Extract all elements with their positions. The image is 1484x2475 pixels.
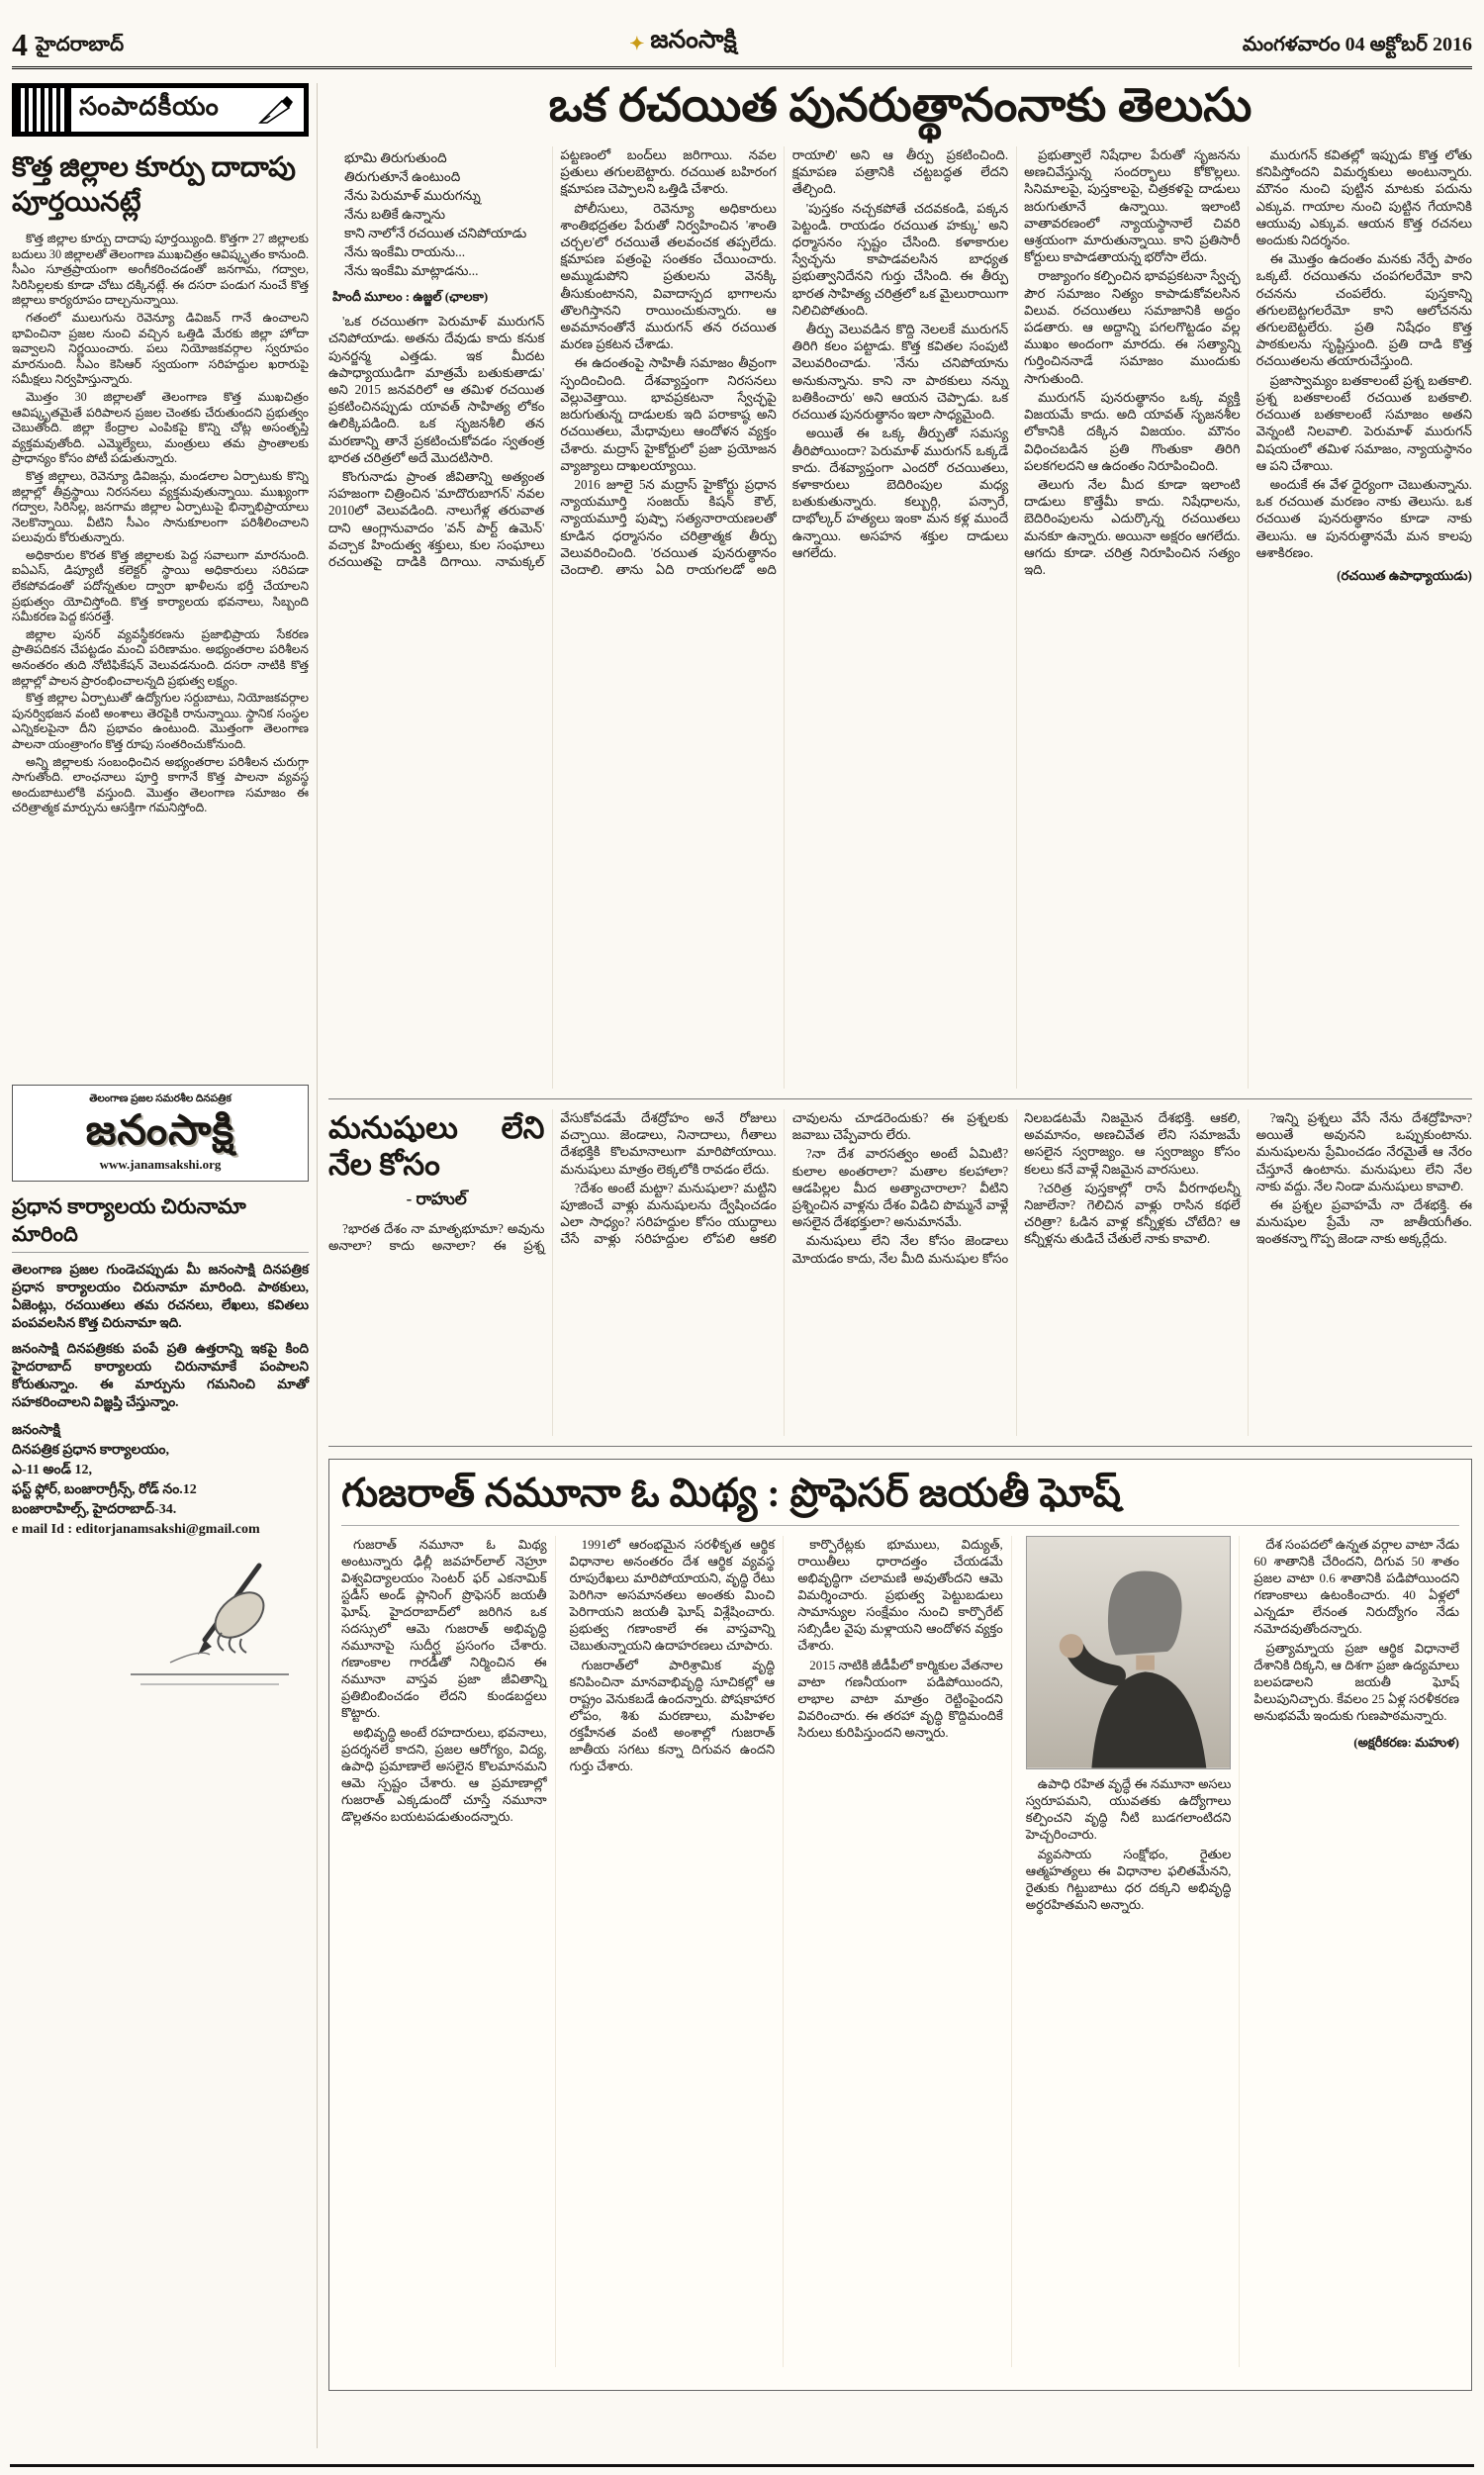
address-line: ఫస్ట్ ఫ్లోర్, బంజారాగ్రీన్స్, రోడ్ నం.12 xyxy=(12,1481,197,1497)
poem-line: నేను బతికే ఉన్నాను xyxy=(344,207,445,223)
main-article-paragraph: ప్రభుత్వాలే నిషేధాల పేరుతో సృజనను అణచివేస్తున్న సందర్భాలు కోకొల్లలు. సినిమాలపై, పుస్తకాలపై, చిత్రకళపై దాడులు జరుగుతూనే ఉన్నాయి. ఇలాంటి వాతావరణంలో న్యాయస్థానాలే చివరి ఆశ్రయంగా మారుతున్నాయి. కాని ప్రతిసారీ కోర్టులు కాపాడతాయన్న భరోసా లేదు. xyxy=(1024,147,1241,265)
editorial-headline: కొత్త జిల్లాల కూర్పు దాదాపు పూర్తయినట్లే xyxy=(12,152,296,218)
poem-line: తిరుగుతూనే ఉంటుంది xyxy=(344,169,461,185)
issue-date: మంగళవారం 04 అక్టోబర్ 2016 xyxy=(1242,34,1472,55)
address-lines xyxy=(12,1421,309,1540)
editorial-paragraph: గతంలో ములుగును రెవెన్యూ డివిజన్ గానే ఉంచాలని భావించినా ప్రజల నుంచి వచ్చిన ఒత్తిడి మేరకు జిల్లా హోదా ఇవ్వాలని నిర్ణయించారు. పలు నియోజకవర్గాల స్వరూపం మారనుంది. సీఎం కెసిఆర్ స్వయంగా సరిహద్దుల ఖరారుపై సమీక్షలు నిర్వహిస్తున్నారు. xyxy=(12,310,309,387)
bottom-article-column-5 xyxy=(1253,1536,1459,2367)
main-article-columns xyxy=(328,146,1472,1089)
logo-tagline: తెలంగాణ ప్రజల సమరశీల దినపత్రిక xyxy=(89,1094,232,1104)
hand-writing-illustration xyxy=(111,1546,309,1694)
bottom-article xyxy=(328,1459,1472,2391)
main-article-paragraph: ప్రజాస్వామ్యం బతకాలంటే ప్రశ్న బతకాలి. ప్రశ్న బతకాలంటే రచయిత బతకాలి. రచయిత బతకాలంటే సమాజం అతని వెన్నంటి నిలవాలి. పెరుమాళ్ మురుగన్ విషయంలో తమిళ సమాజం, న్యాయస్థానం ఆ పని చేశాయి. xyxy=(1255,372,1472,473)
edition-city: హైదరాబాద్ xyxy=(36,34,125,55)
main-article-paragraph: అందుకే ఈ వేళ ధైర్యంగా చెబుతున్నాను. ఒక రచయిత మరణం నాకు తెలుసు. ఒక రచయిత పునరుత్థానం కూడా నాకు తెలుసు. ఆ పునరుత్థానమే మన కాలపు ఆశాకిరణం. xyxy=(1255,476,1472,560)
poem-source: హిందీ మూలం : ఉజ్జల్ (ఛాలకా) xyxy=(332,289,489,305)
main-article-paragraph: ఈ ఉదంతంపై సాహితీ సమాజం తీవ్రంగా స్పందించింది. దేశవ్యాప్తంగా నిరసనలు వెల్లువెత్తాయి. భావప్రకటనా స్వేచ్ఛపై జరుగుతున్న దాడులకు ఇది పరాకాష్ఠ అని రచయితలు, మేధావులు ఆందోళన వ్యక్తం చేశారు. మద్రాస్ హైకోర్టులో ప్రజా ప్రయోజన వ్యాజ్యాలు దాఖలయ్యాయి. xyxy=(560,355,777,473)
main-article-headline: ఒక రచయిత పునరుత్థానంనాకు తెలుసు xyxy=(548,80,1252,132)
poem-line: కాని నాలోనే రచయిత చనిపోయాడు xyxy=(344,226,527,241)
bottom-article-paragraph: ఉపాధి రహిత వృద్ధే ఈ నమూనా అసలు స్వరూపమని, యువతకు ఉద్యోగాలు కల్పించని వృద్ధి నీటి బుడగలాంటిదని హెచ్చరించారు. xyxy=(1025,1775,1232,1842)
masthead-title: జనంసాక్షి xyxy=(650,27,737,53)
editorial-paragraph: అన్ని జిల్లాలకు సంబంధించిన అభ్యంతరాల పరిశీలన చురుగ్గా సాగుతోంది. లాంఛనాలు పూర్తి కాగానే కొత్త పాలనా వ్యవస్థ అందుబాటులోకి వస్తుంది. మొత్తం తెలంగాణ సమాజం ఈ చరిత్రాత్మక మార్పును ఆసక్తిగా గమనిస్తోంది. xyxy=(12,754,309,815)
main-article-paragraph: 'పుస్తకం నచ్చకపోతే చదవకండి, పక్కన పెట్టండి. రాయడం రచయిత హక్కు' అని ధర్మాసనం స్పష్టం చేసింది. కళాకారుల స్వేచ్ఛను కాపాడవలసిన బాధ్యత ప్రభుత్వానిదేనని గుర్తు చేసింది. ఈ తీర్పు భారత సాహిత్య చరిత్రలో ఒక మైలురాయిగా నిలిచిపోతుంది. xyxy=(791,200,1009,318)
bottom-article-paragraph: ప్రత్యామ్నాయ ప్రజా ఆర్థిక విధానాలే దేశానికి దిక్కని, ఆ దిశగా ప్రజా ఉద్యమాలు బలపడాలని జయతీ ఘోష్ పిలుపునిచ్చారు. కేవలం 25 ఏళ్ల సరళీకరణ అనుభవమే ఇందుకు గుణపాఠమన్నారు. xyxy=(1253,1641,1459,1724)
main-article xyxy=(328,79,1472,1089)
middle-article-paragraph: ?ఇన్ని ప్రశ్నలు వేసే నేను దేశద్రోహినా? అయితే అవునని ఒప్పుకుంటాను. మనుషులను ప్రేమించడం నేరమైతే ఆ నేరం చేస్తూనే ఉంటాను. మనుషులు లేని నేల నాకు వద్దు. నేల నిండా మనుషులు కావాలి. xyxy=(1255,1110,1472,1193)
main-article-paragraph: 2016 జూలై 5న మద్రాస్ హైకోర్టు ప్రధాన న్యాయమూర్తి సంజయ్ కిషన్ కౌల్, న్యాయమూర్తి పుష్పా సత్యనారాయణలతో కూడిన ధర్మాసనం చరిత్రాత్మక తీర్పు వెలువరించింది. 'రచయిత పునరుత్థానం చెందాలి. తాను ఏది రాయగలడో అది రాయాలి' అని ఆ తీర్పు ప్రకటించింది. క్షమాపణ పత్రానికి చట్టబద్ధత లేదని తేల్చింది. xyxy=(560,147,1009,577)
bottom-article-credit: (అక్షరీకరణ: మహుళ) xyxy=(1353,1735,1459,1751)
bottom-article-paragraph: కార్పొరేట్లకు భూములు, విద్యుత్, రాయితీలు ధారాదత్తం చేయడమే అభివృద్ధిగా చలామణి అవుతోందని ఆమె విమర్శించారు. ప్రభుత్వ పెట్టుబడులు సామాన్యుల సంక్షేమం నుంచి కార్పొరేట్ సబ్సిడీల వైపు మళ్లాయని ఆందోళన వ్యక్తం చేశారు. xyxy=(797,1537,1003,1654)
main-article-paragraph: రాజ్యాంగం కల్పించిన భావప్రకటనా స్వేచ్ఛ పౌర సమాజం నిత్యం కాపాడుకోవలసిన విలువ. రచయితలు సమాజానికి అద్దం పడతారు. ఆ అద్దాన్ని పగలగొట్టడం వల్ల ముఖం అందంగా మారదు. ఈ సత్యాన్ని గుర్తించిననాడే సమాజం ముందుకు సాగుతుంది. xyxy=(1024,268,1241,386)
editorial-paragraph: మొత్తం 30 జిల్లాలతో తెలంగాణ కొత్త ముఖచిత్రం ఆవిష్కృతమైతే పరిపాలన ప్రజల చెంతకు చేరుతుందని ప్రభుత్వం చెబుతోంది. జిల్లా కేంద్రాల ఎంపికపై కొన్ని చోట్ల అసంతృప్తి వ్యక్తమవుతోంది. ఎమ్మెల్యేలు, మంత్రులు తమ ప్రాంతాలకు ప్రాధాన్యం కోసం పోటీ పడుతున్నారు. xyxy=(12,389,309,466)
editorial-paragraph: కొత్త జిల్లాలు, రెవెన్యూ డివిజన్లు, మండలాల ఏర్పాటుకు కొన్ని జిల్లాల్లో తీవ్రస్థాయి నిరసనలు వ్యక్తమవుతున్నాయి. ముఖ్యంగా గద్వాల, సిరిసిల్ల, జనగామ జిల్లాల ఏర్పాటుపై భిన్నాభిప్రాయాలు నెలకొన్నాయి. వీటిని సీఎం సానుకూలంగా పరిశీలించాలని పలువురు కోరుతున్నారు. xyxy=(12,468,309,545)
bottom-article-paragraph: 1991లో ఆరంభమైన సరళీకృత ఆర్థిక విధానాల అనంతరం దేశ ఆర్థిక వ్యవస్థ రూపురేఖలు మారిపోయాయని, వృద్ధి రేటు పెరిగినా అసమానతలు అంతకు మించి పెరిగాయని జయతీ ఘోష్ విశ్లేషించారు. ప్రభుత్వ గణాంకాలే ఈ వాస్తవాన్ని చెబుతున్నాయని ఉదాహరణలు చూపారు. xyxy=(569,1537,776,1654)
article-poem xyxy=(344,148,544,280)
main-article-paragraph: పోలీసులు, రెవెన్యూ అధికారులు శాంతిభద్రతల పేరుతో నిర్వహించిన 'శాంతి చర్చల'లో రచయితే తలవంచక తప్పలేదు. క్షమాపణ పత్రంపై సంతకం చేయించారు. అమ్ముడుపోని ప్రతులను వెనక్కి తీసుకుంటానని, వివాదాస్పద భాగాలను తొలగిస్తానని రాయించుకున్నారు. ఆ అవమానంతోనే మురుగన్ తన రచయిత మరణ ప్రకటన చేశాడు. xyxy=(560,200,777,352)
masthead-flame-icon: ✦ xyxy=(629,33,645,53)
editorial-body xyxy=(12,232,309,1075)
bottom-article-paragraph: 2015 నాటికి జీడీపీలో కార్మికుల వేతనాల వాటా గణనీయంగా పడిపోయిందని, లాభాల వాటా మాత్రం రెట్టింపైందని వివరించారు. ఈ తరహా వృద్ధి కొద్దిమందికే సిరులు కురిపిస్తుందని అన్నారు. xyxy=(797,1658,1003,1741)
editorial-column xyxy=(12,83,309,1694)
main-article-credit: (రచయిత ఉపాధ్యాయుడు) xyxy=(1337,567,1472,583)
page-bottom-rule xyxy=(10,2464,1474,2467)
poem-line: భూమి తిరుగుతుంది xyxy=(344,150,447,166)
address-line: ఎ-11 అండ్ 12, xyxy=(12,1462,93,1477)
middle-article-paragraph: ?నా దేశ వారసత్వం అంటే ఏమిటి? కులాల అంతరాలా? మతాల కలహాలా? ఆడపిల్లల మీద అత్యాచారాలా? వీటిని ప్రశ్నించిన వాళ్లను దేశం విడిచి పొమ్మనే వాళ్లే అసలైన దేశభక్తులా? అనుమానమే. xyxy=(791,1146,1009,1230)
bottom-article-paragraph: దేశ సంపదలో ఉన్నత వర్గాల వాటా నేడు 60 శాతానికి చేరిందని, దిగువ 50 శాతం ప్రజల వాటా 0.6 శాతానికి పడిపోయిందని గణాంకాలు ఉటంకించారు. 40 ఏళ్లలో ఎన్నడూ లేనంత నిరుద్యోగం నేడు నమోదవుతోందన్నారు. xyxy=(1253,1537,1459,1637)
middle-article-paragraph: ?దేశం అంటే మట్టా? మనుషులా? మట్టిని పూజించే వాళ్లు మనుషులను ద్వేషించడం ఎలా సాధ్యం? సరిహద్దుల కోసం యుద్ధాలు చేసే వాళ్లు సరిహద్దుల లోపలి ఆకలి చావులను చూడరెందుకు? ఈ ప్రశ్నలకు జవాబు చెప్పేవారు లేరు. xyxy=(560,1110,1009,1247)
editorial-paragraph: కొత్త జిల్లాల కూర్పు దాదాపు పూర్తయ్యింది. కొత్తగా 27 జిల్లాలకు బదులు 30 జిల్లాలతో తెలంగాణ ముఖచిత్రం ఆవిష్కృతం కానుంది. సీఎం సూత్రప్రాయంగా అంగీకరించడంతో జనగామ, గద్వాల, సిరిసిల్లలకు కూడా చోటు దక్కినట్లే. ఈ దసరా పండుగ నుంచే కొత్త జిల్లాలు కార్యరూపం దాల్చనున్నాయి. xyxy=(12,232,309,308)
janamsakshi-logo: జనంసాక్షి xyxy=(85,1108,235,1154)
bottom-article-paragraph: అభివృద్ధి అంటే రహదారులు, భవనాలు, ప్రదర్శనలే కాదని, ప్రజల ఆరోగ్యం, విద్య, ఉపాధి ప్రమాణాలే అసలైన కొలమానమని ఆమె స్పష్టం చేశారు. ఆ ప్రమాణాల్లో గుజరాత్ ఎక్కడుందో చూస్తే నమూనా డొల్లతనం బయటపడుతుందన్నారు. xyxy=(341,1725,547,1825)
poem-line: నేను పెరుమాళ్ మురుగన్ను xyxy=(344,188,481,204)
bottom-article-column-4 xyxy=(1026,1536,1241,2367)
website-url: www.janamsakshi.org xyxy=(99,1157,222,1173)
main-article-paragraph: మురుగన్ పునరుత్థానం ఒక్క వ్యక్తి విజయమే కాదు. అది యావత్ సృజనశీల లోకానికి దక్కిన విజయం. మౌనం విధించబడిన ప్రతి గొంతుకా తిరిగి పలకగలదని ఆ ఉదంతం నిరూపించింది. xyxy=(1024,389,1241,473)
address-line: బంజారాహిల్స్, హైదరాబాద్-34. xyxy=(12,1501,177,1517)
middle-article-paragraph: ఈ ప్రశ్నల ప్రవాహమే నా దేశభక్తి. ఈ మనుషుల ప్రేమే నా జాతీయగీతం. ఇంతకన్నా గొప్ప జెండా నాకు అక్కర్లేదు. xyxy=(1255,1197,1472,1247)
bottom-article-paragraph: వ్యవసాయ సంక్షోభం, రైతుల ఆత్మహత్యలు ఈ విధానాల ఫలితమేనని, రైతుకు గిట్టుబాటు ధర దక్కని అభివృద్ధి అర్థరహితమని అన్నారు. xyxy=(1025,1846,1232,1912)
pen-icon xyxy=(256,93,296,127)
editorial-paragraph: అధికారుల కొరత కొత్త జిల్లాలకు పెద్ద సవాలుగా మారనుంది. ఐఏఎస్, డిప్యూటీ కలెక్టర్ స్థాయి అధికారులు సరిపడా లేకపోవడంతో పదోన్నతుల ద్వారా ఖాళీలను భర్తీ చేయాలని ప్రభుత్వం యోచిస్తోంది. కొత్త కార్యాలయ భవనాలు, సిబ్బంది సమీకరణ పెద్ద కసరత్తే. xyxy=(12,547,309,624)
editorial-paragraph: కొత్త జిల్లాల ఏర్పాటుతో ఉద్యోగుల సర్దుబాటు, నియోజకవర్గాల పునర్విభజన వంటి అంశాలు తెరపైకి రానున్నాయి. స్థానిక సంస్థల ఎన్నికలపైనా దీని ప్రభావం ఉంటుంది. మొత్తంగా తెలంగాణ పాలనా యంత్రాంగం కొత్త రూపు సంతరించుకోనుంది. xyxy=(12,691,309,751)
poem-line: నేను ఇంకేమి రాయను... xyxy=(344,244,466,260)
editorial-stripes-decoration xyxy=(17,88,68,132)
janamsakshi-logo-box xyxy=(12,1085,309,1182)
jayati-ghosh-photo xyxy=(1026,1536,1232,1769)
address-line: దినపత్రిక ప్రధాన కార్యాలయం, xyxy=(12,1442,170,1458)
middle-article xyxy=(328,1098,1472,1447)
address-notice xyxy=(12,1193,309,1694)
address-paragraph: తెలంగాణ ప్రజల గుండెచప్పుడు మీ జనంసాక్షి దినపత్రిక ప్రధాన కార్యాలయం చిరునామా మారింది. పాఠకులు, ఏజెంట్లు, రచయితలు తమ రచనలు, లేఖలు, కవితలు పంపవలసిన కొత్త చిరునామా ఇది. xyxy=(12,1261,309,1330)
middle-article-paragraph: ?చరిత్ర పుస్తకాల్లో రాసే వీరగాథలన్నీ నిజాలేనా? గెలిచిన వాళ్లు రాసిన కథలే చరిత్రా? ఓడిన వాళ్ల కన్నీళ్లకు చోటేది? ఆ కన్నీళ్లను తుడిచే చేతులే నాకు కావాలి. xyxy=(1024,1180,1241,1247)
address-heading: ప్రధాన కార్యాలయ చిరునామా మారింది xyxy=(12,1193,309,1253)
bottom-article-paragraph: గుజరాత్‌లో పారిశ్రామిక వృద్ధి కనిపించినా మానవాభివృద్ధి సూచికల్లో ఆ రాష్ట్రం వెనుకబడే ఉందన్నారు. పోషకాహార లోపం, శిశు మరణాలు, మహిళల రక్తహీనత వంటి అంశాల్లో గుజరాత్ జాతీయ సగటు కన్నా దిగువన ఉందని గుర్తు చేశారు. xyxy=(569,1658,776,1774)
editorial-section-header xyxy=(12,83,309,137)
column-divider xyxy=(317,83,318,2448)
editorial-paragraph: జిల్లాల పునర్ వ్యవస్థీకరణను ప్రజాభిప్రాయ సేకరణ ప్రాతిపదికన చేపట్టడం మంచి పరిణామం. అభ్యంతరాల పరిశీలన అనంతరం తుది నోటిఫికేషన్ వెలువడనుంది. దసరా నాటికి కొత్త జిల్లాల్లో పాలన ప్రారంభించాలన్నది ప్రభుత్వ లక్ష్యం. xyxy=(12,626,309,688)
main-content-area xyxy=(328,79,1472,2391)
main-article-paragraph: తెలుగు నేల మీద కూడా ఇలాంటి దాడులు కొత్తేమీ కాదు. నిషేధాలను, బెదిరింపులను ఎదుర్కొన్న రచయితలు మనకూ ఉన్నారు. అయినా అక్షరం ఆగలేదు. ఆగదు కూడా. చరిత్ర నిరూపించిన సత్యం ఇది. xyxy=(1024,476,1241,577)
main-article-paragraph: ఈ మొత్తం ఉదంతం మనకు నేర్పే పాఠం ఒక్కటే. రచయితను చంపగలరేమో కాని రచనను చంపలేరు. పుస్తకాన్ని తగులబెట్టగలరేమో కాని ఆలోచనను తగులబెట్టలేరు. ప్రతి నిషేధం కొత్త పాఠకులను సృష్టిస్తుంది. ప్రతి దాడి కొత్త రచయితలను తయారుచేస్తుంది. xyxy=(1255,251,1472,369)
bottom-article-column-1 xyxy=(341,1536,556,2367)
main-article-paragraph: మురుగన్ కవితల్లో ఇప్పుడు కొత్త లోతు కనిపిస్తోందని విమర్శకులు అంటున్నారు. మౌనం నుంచి పుట్టిన మాటకు పదును ఎక్కువ. గాయాల నుంచి పుట్టిన గేయానికి ఆయువు ఎక్కువ. ఆయన కొత్త రచనలు అందుకు నిదర్శనం. xyxy=(1255,147,1472,248)
main-article-paragraph: కొంగునాడు ప్రాంత జీవితాన్ని అత్యంత సహజంగా చిత్రించిన 'మాదొరుబాగన్' నవల 2010లో వెలువడింది. నాలుగేళ్ల తరువాత దాని ఆంగ్లానువాదం 'వన్ పార్ట్ ఉమెన్' వచ్చాక హిందుత్వ శక్తులు, కుల సంఘాలు రచయితపై దాడికి దిగాయి. నామక్కల్ పట్టణంలో బంద్‌లు జరిగాయి. నవల ప్రతులు తగులబెట్టారు. రచయిత బహిరంగ క్షమాపణ చెప్పాలని ఒత్తిడి చేశారు. xyxy=(328,147,777,570)
bottom-article-headline: గుజరాత్ నమూనా ఓ మిథ్య : ప్రొఫెసర్ జయతీ ఘోష్ xyxy=(341,1470,1459,1526)
bottom-article-column-3 xyxy=(797,1536,1012,2367)
address-body xyxy=(12,1261,309,1411)
middle-article-paragraph: ?భారత దేశం నా మాతృభూమా? అవును అనాలా? కాదు అనాలా? ఈ ప్రశ్న వేసుకోవడమే దేశద్రోహం అనే రోజులు వచ్చాయి. జెండాలు, నినాదాలు, గీతాలు దేశభక్తికి కొలమానాలుగా మారిపోయాయి. మనుషులు మాత్రం లెక్కలోకి రావడం లేదు. xyxy=(328,1110,777,1253)
address-line: జనంసాక్షి xyxy=(12,1422,60,1438)
editorial-section-label: సంపాదకీయం xyxy=(79,92,220,121)
masthead-logo xyxy=(629,27,736,60)
main-article-paragraph: తీర్పు వెలువడిన కొద్ది నెలలకే మురుగన్ తిరిగి కలం పట్టాడు. కొత్త కవితల సంపుటి వెలువరించాడు. 'నేను చనిపోయాను అనుకున్నాను. కాని నా పాఠకులు నన్ను బతికించారు' అని ఆయన చెప్పాడు. ఒక రచయిత పునరుత్థానం ఇలా సాధ్యమైంది. xyxy=(791,322,1009,423)
bottom-article-column-2 xyxy=(570,1536,785,2367)
address-paragraph: జనంసాక్షి దినపత్రికకు పంపే ప్రతి ఉత్తరాన్ని ఇకపై కింది హైదరాబాద్ కార్యాలయ చిరునామాకే పంపాలని కోరుతున్నాం. ఈ మార్పును గమనించి మాతో సహకరించాలని విజ్ఞప్తి చేస్తున్నాం. xyxy=(12,1340,309,1409)
middle-article-byline: - రాహుల్ xyxy=(406,1190,467,1209)
bottom-article-paragraph: గుజరాత్ నమూనా ఓ మిథ్య అంటున్నారు ఢిల్లీ జవహర్‌లాల్ నెహ్రూ విశ్వవిద్యాలయం సెంటర్ ఫర్ ఎకనామిక్ స్టడీస్ అండ్ ప్లానింగ్ ప్రొఫెసర్ జయతీ ఘోష్. హైదరాబాద్‌లో జరిగిన ఒక సదస్సులో ఆమె గుజరాత్ అభివృద్ధి నమూనాపై సుదీర్ఘ ప్రసంగం చేశారు. గణాంకాల గారడీతో నిర్మించిన ఈ నమూనా వాస్తవ ప్రజా జీవితాన్ని ప్రతిబింబించడం లేదని కుండబద్దలు కొట్టారు. xyxy=(341,1537,547,1721)
page-header xyxy=(12,26,1472,69)
middle-article-headline: మనుషులు లేని నేల కోసం xyxy=(328,1110,545,1183)
main-article-paragraph: 'ఒక రచయితగా పెరుమాళ్ మురుగన్ చనిపోయాడు. అతను దేవుడు కాదు కనుక పునర్జన్మ ఎత్తడు. ఇక మీదట ఉపాధ్యాయుడిగా మాత్రమే బతుకుతాడు' అని 2015 జనవరిలో ఆ తమిళ రచయిత ప్రకటించినప్పుడు యావత్ సాహిత్య లోకం ఉలిక్కిపడింది. ఒక సృజనశీలి తన మరణాన్ని తానే ప్రకటించుకోవడం స్వతంత్ర భారత చరిత్రలో అదే మొదటిసారి. xyxy=(328,314,545,465)
main-article-paragraph: అయితే ఈ ఒక్క తీర్పుతో సమస్య తీరిపోయిందా? పెరుమాళ్ మురుగన్ ఒక్కడే కాదు. దేశవ్యాప్తంగా ఎందరో రచయితలు, కళాకారులు బెదిరింపుల మధ్య బతుకుతున్నారు. కల్బుర్గి, పన్సారే, దాభోల్కర్ హత్యలు ఇంకా మన కళ్ల ముందే ఉన్నాయి. అసహన శక్తుల దాడులు ఆగలేదు. xyxy=(791,426,1009,560)
poem-line: నేను ఇంకేమి మాట్లాడను... xyxy=(344,263,479,279)
address-line: e mail Id : editorjanamsakshi@gmail.com xyxy=(12,1521,260,1537)
middle-article-paragraph: మనుషులు లేని నేల కోసం జెండాలు మోయడం కాదు, నేల మీది మనుషుల కోసం నిలబడటమే నిజమైన దేశభక్తి. ఆకలి, అవమానం, అణచివేత లేని సమాజమే అసలైన స్వరాజ్యం. ఆ స్వరాజ్యం కోసం కలలు కనే వాళ్లే నిజమైన వారసులు. xyxy=(791,1110,1241,1266)
page-number: 4 xyxy=(12,27,28,62)
